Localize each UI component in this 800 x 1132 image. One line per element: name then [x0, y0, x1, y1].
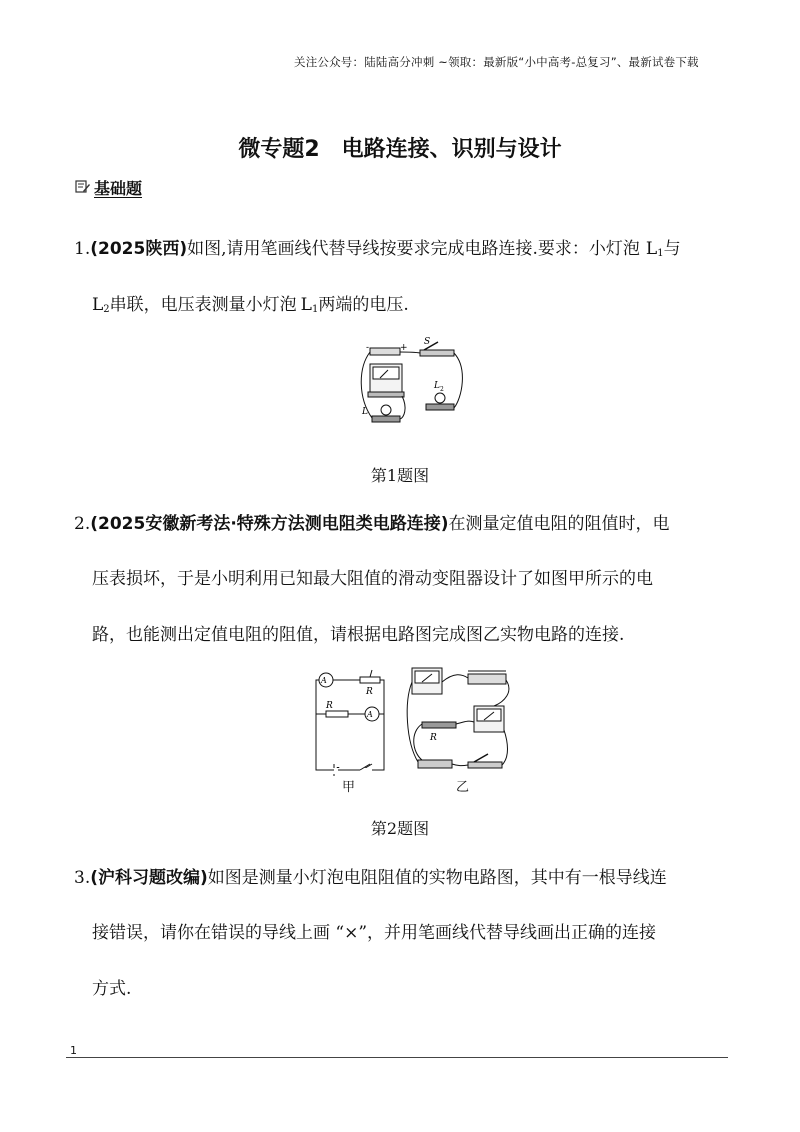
fig-label-yi: 乙	[456, 780, 470, 795]
ammeter1-label: A	[321, 676, 327, 685]
q2-caption: 第2题图	[370, 819, 430, 838]
lamp1-label: L	[362, 407, 368, 417]
page-title: 微专题2 电路连接、识别与设计	[238, 137, 562, 162]
lamp2-label: L	[434, 381, 440, 391]
q2-line-1: 2.(2025安徽新考法·特殊方法测电阻类电路连接)在测量定值电阻的阻值时，电	[74, 514, 670, 534]
section-heading	[74, 176, 142, 199]
ammeter2-label: A	[367, 710, 373, 719]
q1-caption: 第1题图	[370, 466, 430, 485]
q3-line-2: 接错误，请你在错误的导线上画 “×”，并用笔画线代替导线画出正确的连接	[92, 923, 657, 943]
rx-real-label: R	[430, 733, 437, 743]
q2-schematic-jia	[312, 668, 392, 790]
battery-plus-label: +	[400, 343, 408, 353]
battery-minus-label: -	[366, 343, 370, 353]
page-number: 1	[70, 1044, 77, 1057]
q2-real-circuit-yi	[404, 662, 512, 778]
q1-line-2: $L_2$串联，电压表测量小灯泡 $L_1$两端的电压.	[92, 295, 409, 315]
footer-rule	[66, 1057, 728, 1058]
section-label: 基础题	[94, 179, 143, 198]
rheostat-label: R	[366, 687, 373, 697]
fig-label-jia: 甲	[342, 780, 356, 795]
q1-circuit-figure	[358, 338, 462, 430]
pencil-note-icon	[74, 178, 90, 198]
q3-line-3: 方式.	[92, 979, 132, 999]
rx-label: R	[326, 701, 333, 711]
q1-line-1: 1.(2025陕西)如图,请用笔画线代替导线按要求完成电路连接.要求：小灯泡 $L_1$与	[74, 239, 681, 259]
q2-line-2: 压表损坏，于是小明利用已知最大阻值的滑动变阻器设计了如图甲所示的电	[92, 569, 653, 589]
switch-label: S	[424, 337, 431, 347]
header-note: 关注公众号：陆陆高分冲刺 ~领取：最新版“小中高考-总复习”、最新试卷下载	[294, 55, 699, 69]
q2-line-3: 路，也能测出定值电阻的阻值，请根据电路图完成图乙实物电路的连接.	[92, 625, 625, 645]
lamp2-sub-label: 2	[440, 386, 444, 393]
q3-line-1: 3.(沪科习题改编)如图是测量小灯泡电阻阻值的实物电路图，其中有一根导线连	[74, 868, 667, 888]
